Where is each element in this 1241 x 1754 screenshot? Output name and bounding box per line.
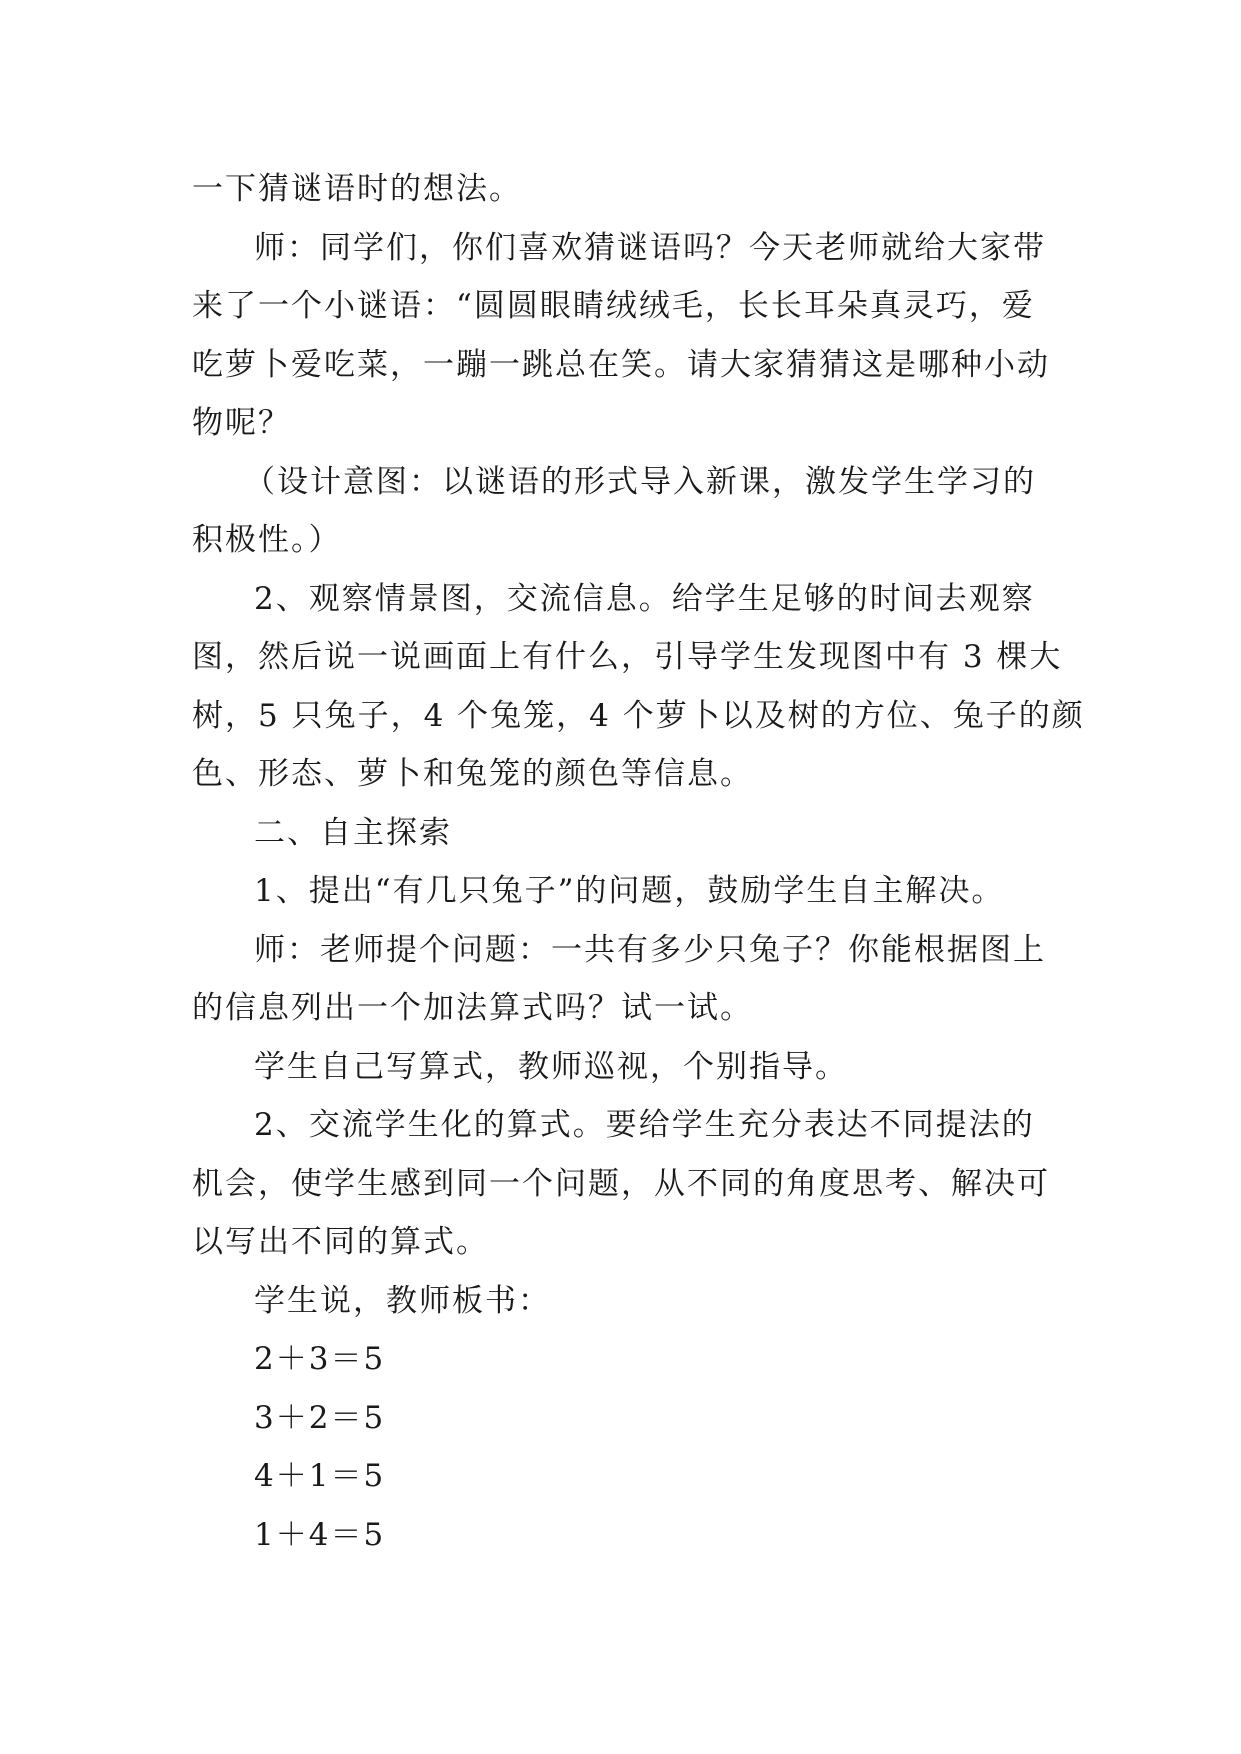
text-line: 一下猜谜语时的想法。 bbox=[192, 171, 522, 207]
text-line: 图，然后说一说画面上有什么，引导学生发现图中有 3 棵大 bbox=[192, 639, 1063, 675]
text-line: 1、提出“有几只兔子”的问题，鼓励学生自主解决。 bbox=[254, 873, 1005, 909]
equation-line: 3＋2＝5 bbox=[254, 1399, 386, 1436]
text-line: 物呢？ bbox=[192, 405, 291, 441]
text-line: 的信息列出一个加法算式吗？试一试。 bbox=[192, 990, 753, 1026]
text-line: 师：老师提个问题：一共有多少只兔子？你能根据图上 bbox=[254, 931, 1046, 968]
text-line: 树，5 只兔子，4 个兔笼，4 个萝卜以及树的方位、兔子的颜 bbox=[192, 697, 1085, 734]
document-body bbox=[192, 160, 1085, 1564]
text-line: 色、形态、萝卜和兔笼的颜色等信息。 bbox=[192, 756, 753, 792]
text-line: 2、交流学生化的算式。要给学生充分表达不同提法的 bbox=[254, 1107, 1035, 1143]
text-line: 积极性。） bbox=[192, 522, 342, 558]
text-line: 以写出不同的算式。 bbox=[192, 1224, 489, 1260]
text-line: （设计意图：以谜语的形式导入新课，激发学生学习的 bbox=[244, 463, 1036, 500]
equation-line: 1＋4＝5 bbox=[254, 1516, 386, 1553]
text-line: 学生自己写算式，教师巡视，个别指导。 bbox=[254, 1048, 848, 1085]
text-line: 来了一个小谜语：“圆圆眼睛绒绒毛，长长耳朵真灵巧，爱 bbox=[192, 288, 1035, 324]
section-heading: 二、自主探索 bbox=[254, 814, 452, 851]
text-line: 机会，使学生感到同一个问题，从不同的角度思考、解决可 bbox=[192, 1165, 1050, 1202]
text-line: 师：同学们，你们喜欢猜谜语吗？今天老师就给大家带 bbox=[254, 229, 1046, 266]
text-line: 学生说，教师板书： bbox=[254, 1282, 551, 1319]
equation-line: 2＋3＝5 bbox=[254, 1341, 386, 1377]
text-line: 2、观察情景图，交流信息。给学生足够的时间去观察 bbox=[254, 580, 1035, 617]
text-line: 吃萝卜爱吃菜，一蹦一跳总在笑。请大家猜猜这是哪种小动 bbox=[192, 346, 1050, 383]
equation-line: 4＋1＝5 bbox=[254, 1458, 386, 1494]
